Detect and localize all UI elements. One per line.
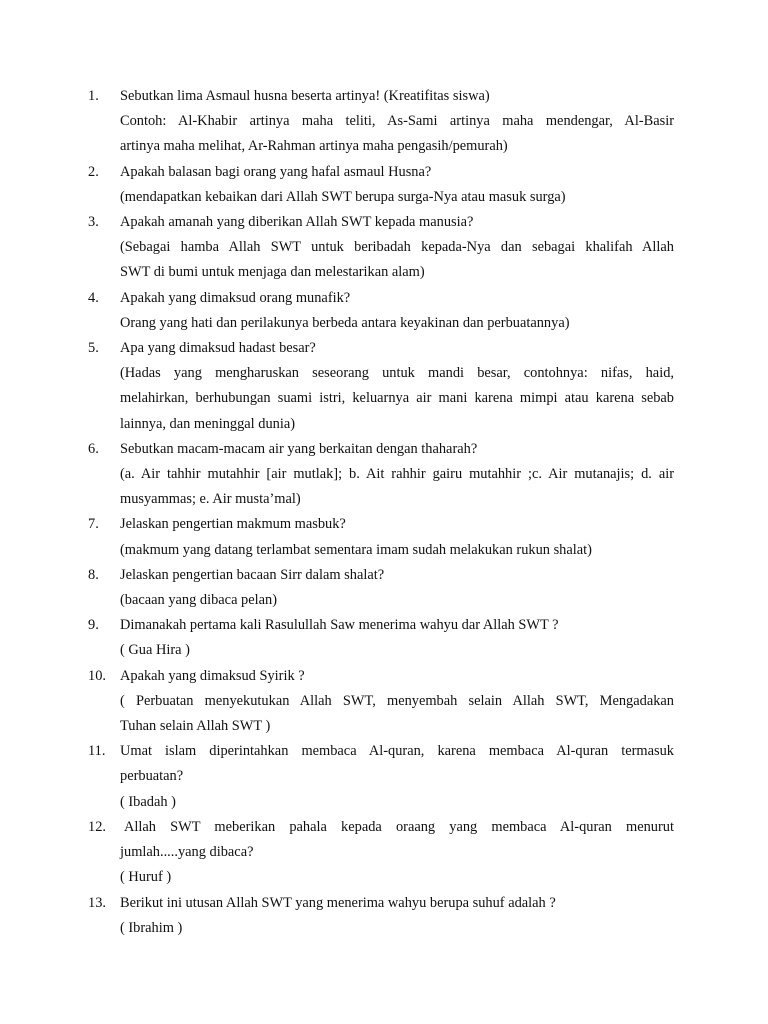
list-item [88, 84, 674, 160]
list-item [88, 613, 674, 663]
item-number: 9. [88, 617, 99, 634]
text-line: Umat islam diperintahkan membaca Al-quran, karena membaca Al-quran termasuk [120, 743, 674, 760]
text-line: ( Gua Hira ) [120, 642, 190, 659]
text-line: Allah SWT meberikan pahala kepada oraang yang membaca Al-quran menurut [124, 818, 674, 835]
answer-text [120, 538, 674, 563]
text-line: Apakah amanah yang diberikan Allah SWT kepada manusia? [120, 214, 474, 231]
answer-text [120, 790, 674, 815]
text-line: Berikut ini utusan Allah SWT yang menerima wahyu berupa suhuf adalah ? [120, 894, 556, 911]
text-line: (makmum yang datang terlambat sementara imam sudah melakukan rukun shalat) [120, 541, 592, 558]
list-item [88, 739, 674, 815]
question-text [120, 815, 674, 865]
text-line: ( Ibrahim ) [120, 919, 183, 936]
answer-text [120, 588, 674, 613]
answer-text [120, 865, 674, 890]
text-line: Apakah balasan bagi orang yang hafal asmaul Husna? [120, 163, 432, 180]
question-text [120, 563, 674, 588]
answer-text [120, 109, 674, 159]
item-number: 8. [88, 566, 99, 583]
question-text [120, 84, 674, 109]
text-line: (Sebagai hamba Allah SWT untuk beribadah kepada-Nya dan sebagai khalifah Allah [120, 239, 674, 256]
text-line: (a. Air tahhir mutahhir [air mutlak]; b. Ait rahhir gairu mutahhir ;c. Air mutanajis; d. air [120, 466, 674, 483]
text-line: Dimanakah pertama kali Rasulullah Saw menerima wahyu dar Allah SWT ? [120, 617, 559, 634]
text-line: perbuatan? [120, 768, 184, 785]
list-item [88, 664, 674, 740]
answer-text [120, 361, 674, 437]
item-number: 10. [88, 667, 106, 684]
text-line: Jelaskan pengertian bacaan Sirr dalam shalat? [120, 566, 385, 583]
list-item [88, 512, 674, 562]
list-item [88, 437, 674, 513]
question-text [120, 437, 674, 462]
list-item [88, 815, 674, 891]
text-line: (mendapatkan kebaikan dari Allah SWT berupa surga-Nya atau masuk surga) [120, 188, 566, 205]
text-line: ( Huruf ) [120, 869, 172, 886]
question-text [120, 739, 674, 789]
text-line: lainnya, dan meninggal dunia) [120, 415, 296, 432]
text-line: ( Ibadah ) [120, 793, 176, 810]
item-number: 4. [88, 289, 99, 306]
text-line: ( Perbuatan menyekutukan Allah SWT, menyembah selain Allah SWT, Mengadakan [120, 692, 674, 709]
answer-text [120, 185, 674, 210]
list-item [88, 160, 674, 210]
text-line: (Hadas yang mengharuskan seseorang untuk mandi besar, contohnya: nifas, haid, [120, 365, 674, 382]
text-line: musyammas; e. Air musta’mal) [120, 491, 301, 508]
text-line: Orang yang hati dan perilakunya berbeda antara keyakinan dan perbuatannya) [120, 314, 570, 331]
text-line: SWT di bumi untuk menjaga dan melestarikan alam) [120, 264, 425, 281]
list-item [88, 563, 674, 613]
question-answer-list [88, 84, 674, 941]
text-line: Contoh: Al-Khabir artinya maha teliti, As-Sami artinya maha mendengar, Al-Basir [120, 113, 674, 130]
question-text [120, 336, 674, 361]
list-item [88, 210, 674, 286]
answer-text [120, 235, 674, 285]
text-line: Apakah yang dimaksud Syirik ? [120, 667, 305, 684]
text-line: Sebutkan macam-macam air yang berkaitan dengan thaharah? [120, 440, 478, 457]
text-line: Tuhan selain Allah SWT ) [120, 718, 271, 735]
question-text [120, 512, 674, 537]
item-number: 12. [88, 818, 106, 835]
text-line: (bacaan yang dibaca pelan) [120, 592, 278, 609]
answer-text [120, 638, 674, 663]
item-number: 5. [88, 340, 99, 357]
item-number: 11. [88, 743, 106, 760]
text-line: melahirkan, berhubungan suami istri, keluarnya air mani karena mimpi atau karena sebab [120, 390, 674, 407]
answer-text [120, 311, 674, 336]
text-line: jumlah.....yang dibaca? [120, 844, 254, 861]
question-text [120, 891, 674, 916]
item-number: 6. [88, 440, 99, 457]
question-text [120, 210, 674, 235]
item-number: 3. [88, 214, 99, 231]
list-item [88, 336, 674, 437]
item-number: 7. [88, 516, 99, 533]
item-number: 1. [88, 88, 99, 104]
question-text [120, 286, 674, 311]
text-line: Apakah yang dimaksud orang munafik? [120, 289, 351, 306]
item-number: 2. [88, 163, 99, 180]
answer-text [120, 689, 674, 739]
question-text [120, 160, 674, 185]
list-item [88, 286, 674, 336]
text-line: Jelaskan pengertian makmum masbuk? [120, 516, 346, 533]
text-line: Sebutkan lima Asmaul husna beserta artinya! (Kreatifitas siswa) [120, 88, 490, 104]
list-item [88, 891, 674, 941]
question-text [120, 664, 674, 689]
text-line: artinya maha melihat, Ar-Rahman artinya maha pengasih/pemurah) [120, 138, 508, 155]
answer-text [120, 916, 674, 941]
item-number: 13. [88, 894, 106, 911]
text-line: Apa yang dimaksud hadast besar? [120, 340, 316, 357]
answer-text [120, 462, 674, 512]
question-text [120, 613, 674, 638]
